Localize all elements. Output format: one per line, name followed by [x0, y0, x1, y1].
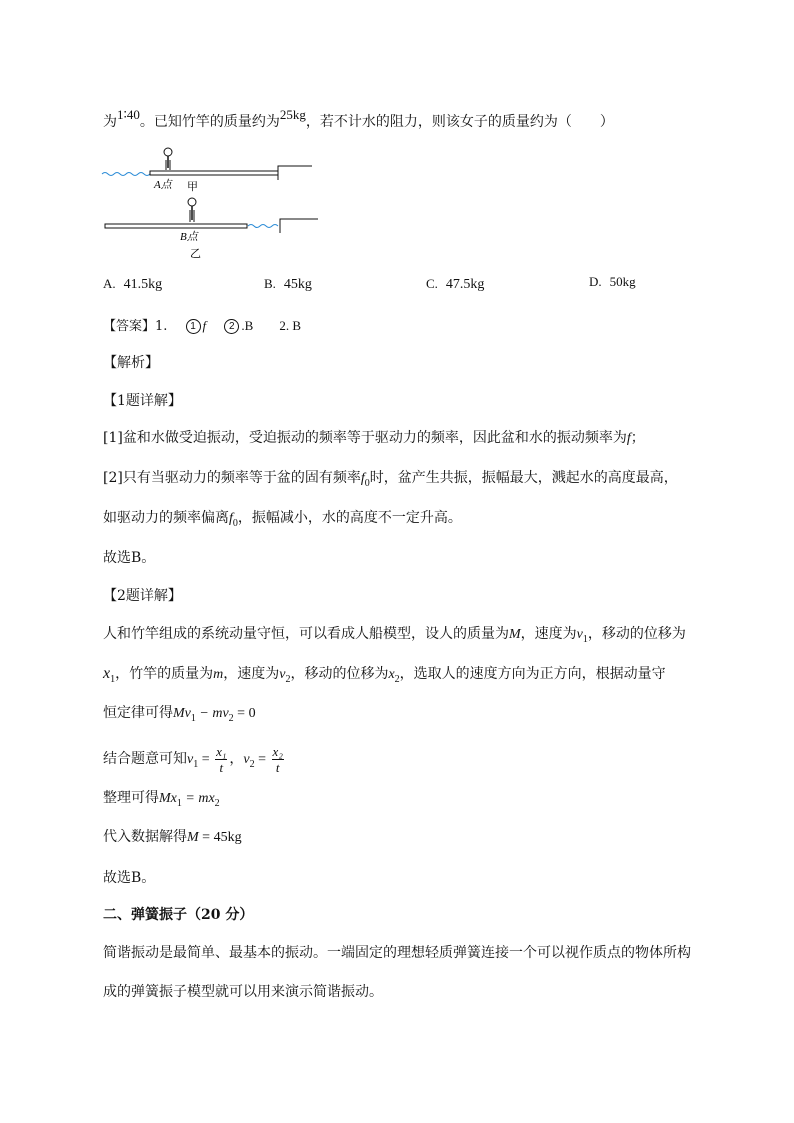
label-b-point: B点 — [180, 231, 198, 243]
question-mid: 。已知竹竿的质量约为 — [139, 114, 280, 130]
q1-paragraph-1: [1]盆和水做受迫振动，受迫振动的频率等于驱动力的频率，因此盆和水的振动频率为f； — [103, 430, 645, 446]
q2-line-6: 代入数据解得M = 45kg — [103, 829, 242, 845]
answer-f: f — [202, 318, 207, 333]
boat-diagram — [100, 140, 330, 265]
answer-label: 【答案】1. — [103, 319, 168, 334]
section-2-title: 二、弹簧振子（20 分） — [103, 907, 254, 923]
question-suffix: ，若不计水的阻力，则该女子的质量约为（ ） — [305, 114, 614, 130]
shore-bottom — [280, 219, 318, 233]
fraction-x2-over-t: $\frac{\text{x₂}}{t}$ — [272, 743, 283, 775]
q2-line-3: 恒定律可得$Mv_1 - mv_2 = 0$ — [103, 705, 256, 724]
q2-header: 【2题详解】 — [103, 588, 182, 604]
circled-two: 2 — [224, 319, 239, 334]
q1-paragraph-3: 如驱动力的频率偏离$f_0$，振幅减小，水的高度不一定升高。 — [103, 510, 462, 529]
label-a-point: A点 — [154, 179, 172, 191]
question-prefix: 为 — [103, 114, 117, 130]
person-icon-top — [164, 148, 172, 170]
option-a[interactable]: A. 41.5kg — [103, 276, 163, 292]
q2-line-4: 结合题意可知$v_1$ = $\frac{\text{x₁}}{t}$ ，$v_2$ = $\frac{\text{x₂}}{t}$ — [103, 743, 283, 775]
option-c[interactable]: C. 47.5kg — [426, 276, 485, 292]
circled-one: 1 — [186, 319, 201, 334]
bamboo-pole-bottom — [105, 224, 247, 228]
answer-b1: .B — [241, 318, 254, 333]
q1-header: 【1题详解】 — [103, 393, 182, 409]
bamboo-pole-top — [150, 171, 278, 175]
q1-paragraph-2: [2]只有当驱动力的频率等于盆的固有频率$f_0$时，盆产生共振，振幅最大，溅起水的高度最高， — [103, 470, 678, 489]
option-d[interactable]: D. 50kg — [589, 274, 636, 289]
q1-conclusion: 故选B。 — [103, 550, 156, 566]
label-yi: 乙 — [190, 247, 201, 260]
q2-conclusion: 故选B。 — [103, 870, 156, 886]
water-wave-bottom — [248, 225, 278, 228]
option-b[interactable]: B. 45kg — [264, 276, 312, 292]
shore-top — [278, 166, 312, 180]
water-wave-top — [102, 173, 150, 176]
question-stem — [103, 107, 614, 132]
label-jia: 甲 — [187, 180, 198, 193]
q2-line-5: 整理可得$Mx_1 = mx_2$ — [103, 790, 220, 809]
section-2-paragraph-2: 成的弹簧振子模型就可以用来演示简谐振动。 — [103, 984, 383, 1000]
person-icon-bottom — [188, 198, 196, 222]
fraction-x1-over-t: $\frac{\text{x₁}}{t}$ — [216, 743, 227, 775]
analysis-label: 【解析】 — [103, 355, 159, 371]
section-2-paragraph-1: 简谐振动是最简单、最基本的振动。一端固定的理想轻质弹簧连接一个可以视作质点的物体所构 — [103, 945, 691, 961]
answer-part2: 2. B — [279, 318, 302, 333]
answer-line — [103, 316, 301, 337]
mass-value: 25kg — [279, 107, 306, 122]
ratio-value: 1∶40 — [117, 107, 140, 122]
q2-line-2: $x_1$，竹竿的质量为m，速度为$v_2$，移动的位移为$x_2$，选取人的速度方向为正方向，根据动量守 — [103, 665, 666, 685]
q2-line-1: 人和竹竿组成的系统动量守恒，可以看成人船模型，设人的质量为M，速度为$v_1$，移动的位移为 — [103, 626, 686, 645]
